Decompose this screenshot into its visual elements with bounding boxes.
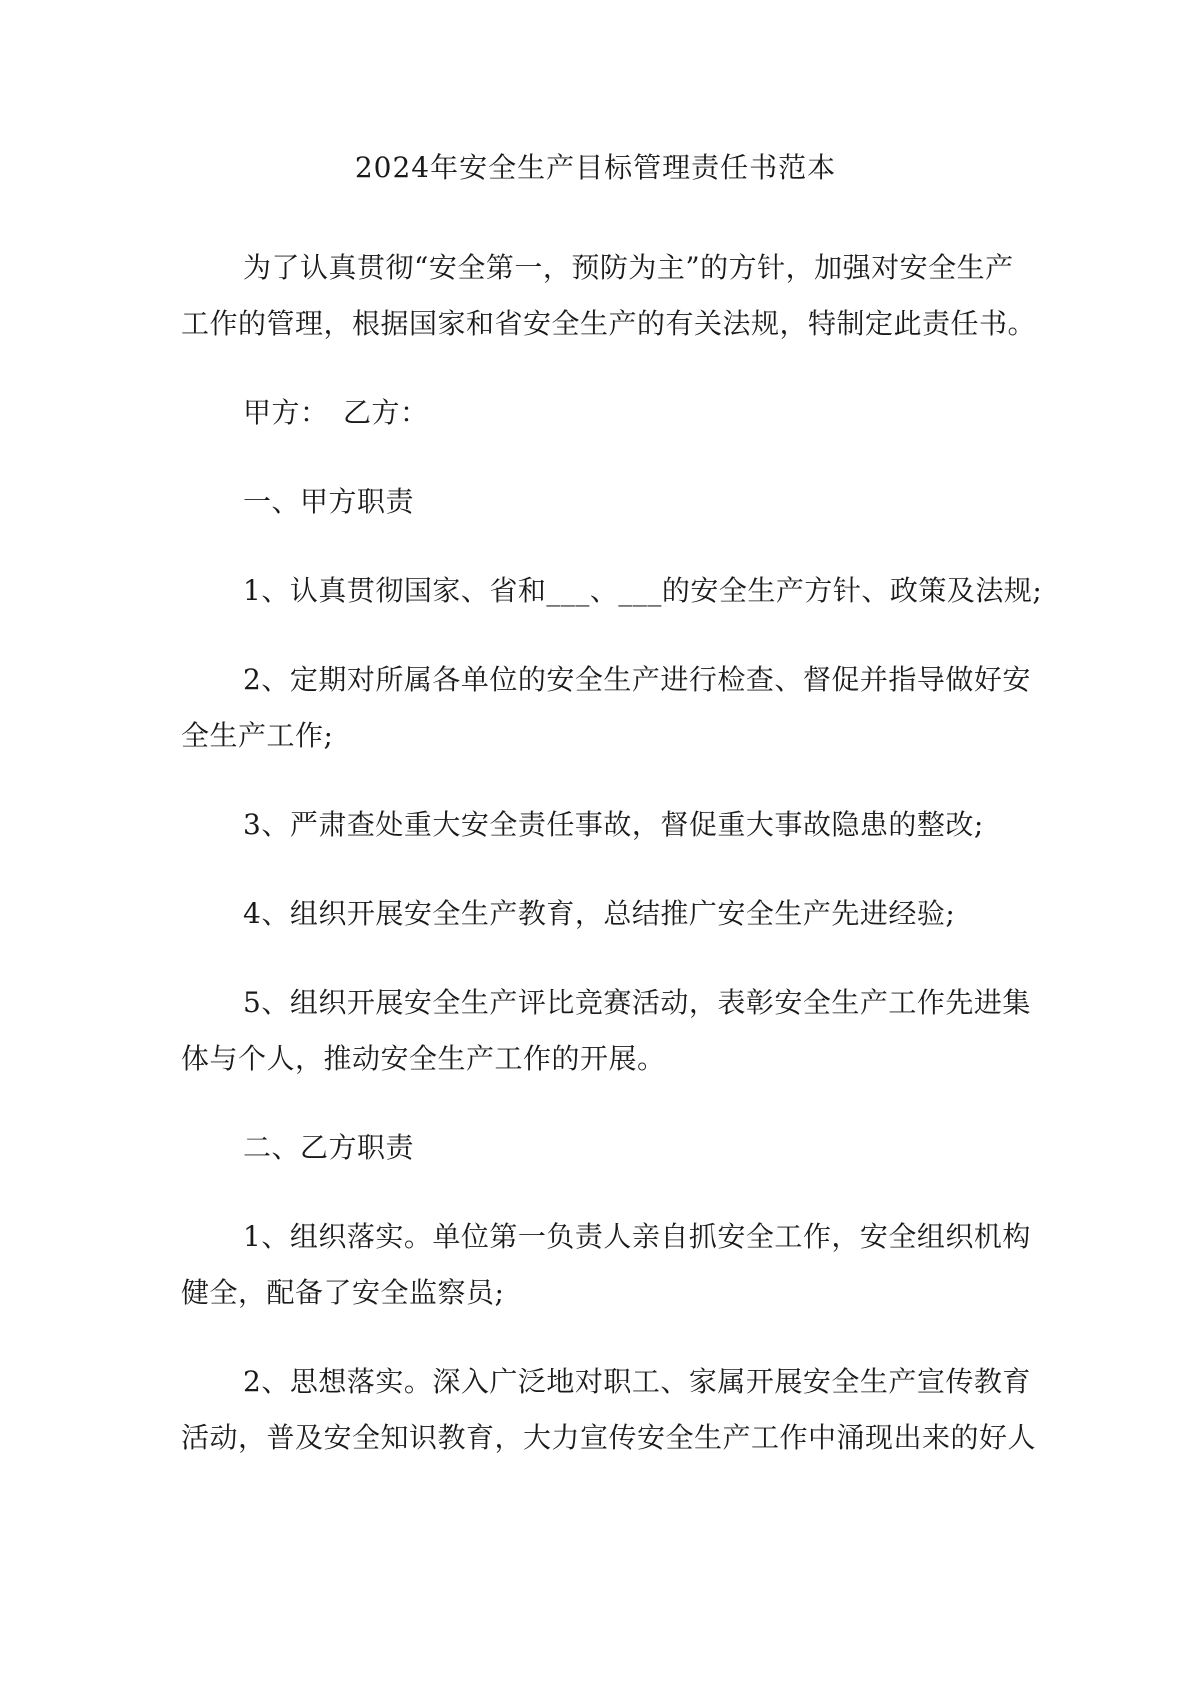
text-line: 健全，配备了安全监察员;: [181, 1276, 505, 1309]
text-line: 甲方： 乙方：: [243, 396, 429, 429]
list-item: [181, 652, 1031, 764]
text-line: 二、乙方职责: [243, 1131, 415, 1164]
text-line: 为了认真贯彻“安全第一，预防为主”的方针，加强对安全生产: [243, 251, 1014, 284]
text-line: 2、定期对所属各单位的安全生产进行检查、督促并指导做好安: [243, 663, 1031, 696]
text-line: 5、组织开展安全生产评比竞赛活动，表彰安全生产工作先进集: [243, 986, 1031, 1019]
section-heading-party-b: [181, 1120, 1011, 1176]
text-line: 活动，普及安全知识教育，大力宣传安全生产工作中涌现出来的好人: [181, 1421, 1037, 1454]
document-title: 2024年安全生产目标管理责任书范本: [354, 151, 837, 184]
list-item: [181, 1354, 1037, 1466]
text-line: 4、组织开展安全生产教育，总结推广安全生产先进经验;: [243, 897, 956, 930]
text-line: 全生产工作;: [181, 719, 334, 752]
document-body: [181, 240, 1043, 1499]
paragraph-intro: [181, 240, 1037, 352]
text-line: 3、严肃查处重大安全责任事故，督促重大事故隐患的整改;: [243, 808, 984, 841]
list-item: [181, 975, 1031, 1087]
section-heading-party-a: [181, 474, 1011, 530]
list-item: [181, 1209, 1031, 1321]
list-item: [181, 886, 1011, 942]
list-item: [181, 797, 1011, 853]
text-line: 1、认真贯彻国家、省和___、___的安全生产方针、政策及法规;: [243, 574, 1043, 607]
text-line: 1、组织落实。单位第一负责人亲自抓安全工作，安全组织机构: [243, 1220, 1031, 1253]
text-line: 工作的管理，根据国家和省安全生产的有关法规，特制定此责任书。: [181, 307, 1037, 340]
paragraph-parties: [181, 385, 1011, 441]
text-line: 一、甲方职责: [243, 485, 415, 518]
list-item: [181, 563, 1043, 619]
text-line: 体与个人，推动安全生产工作的开展。: [181, 1042, 666, 1075]
text-line: 2、思想落实。深入广泛地对职工、家属开展安全生产宣传教育: [243, 1365, 1031, 1398]
